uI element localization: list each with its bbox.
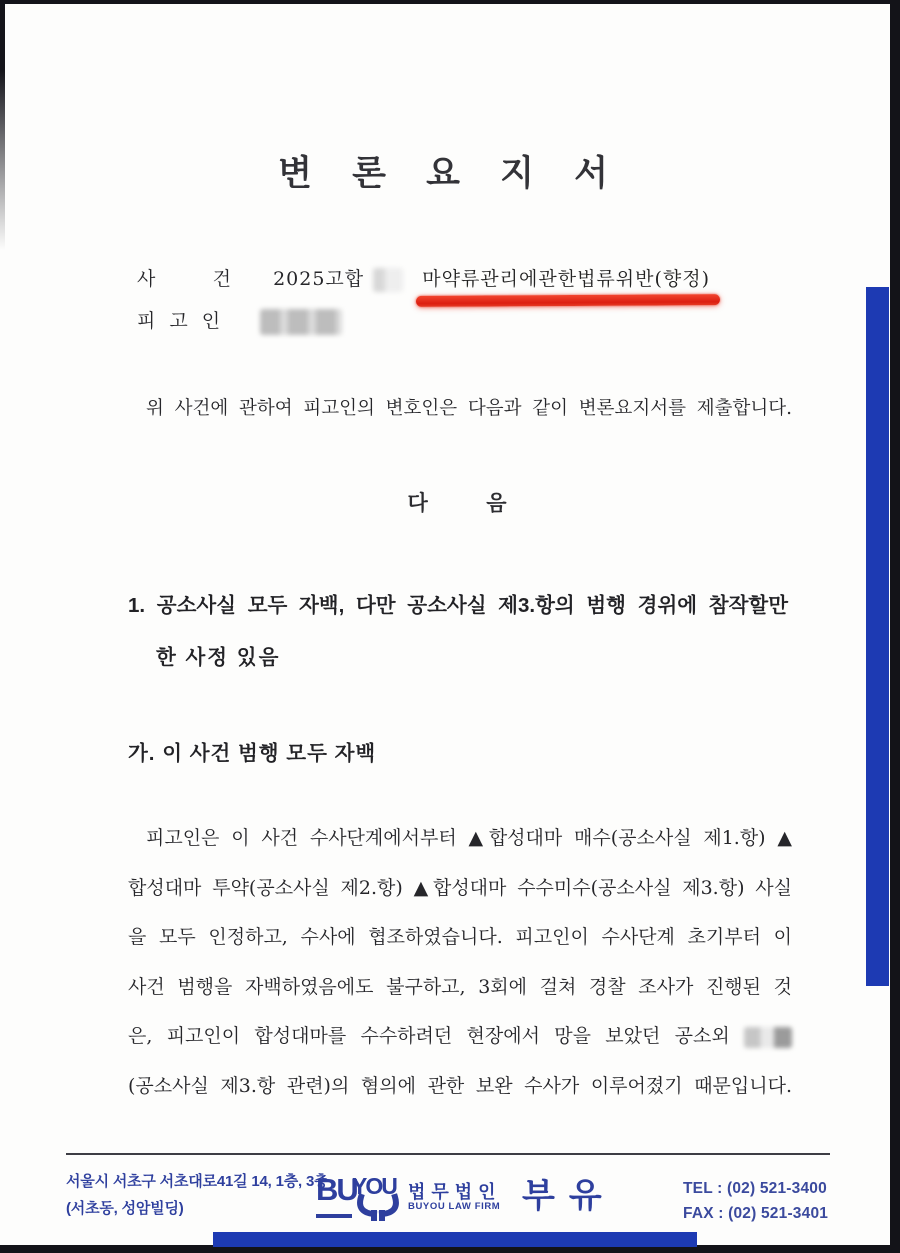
section-1-heading-line-2: 한 사정 있음 [156,646,281,669]
case-name-text: 마약류관리에관한법류위반(향정) [422,268,711,290]
svg-text:BU: BU [316,1172,357,1207]
case-number: 2025고합 [273,268,365,290]
red-underline-highlight [416,294,720,307]
following-heading: 다 음 [407,490,507,515]
address-line-1: 서울시 서초구 서초대로41길 14, 1층, 3층 [66,1173,329,1190]
body-paragraph [128,814,792,1111]
paragraph-line: 합성대마 투약(공소사실 제2.항) ▲합성대마 수수미수(공소사실 제3.항) 사실 [128,876,792,899]
case-number-redaction [373,268,403,292]
case-row [137,264,710,292]
document-title: 변 론 요 지 서 [278,153,622,194]
right-blue-accent-bar [866,287,889,986]
paragraph-line [128,1012,792,1062]
defendant-name-redaction [260,309,342,335]
scan-edge-top [0,0,900,4]
paragraph-line: (공소사실 제3.항 관련)의 혐의에 관한 보완 수사가 이루어졌기 때문입니다. [128,1074,792,1097]
defendant-label: 피 고 인 [137,310,225,332]
buyou-logo-icon [316,1168,400,1226]
scan-edge-right [890,0,900,1253]
tel-line: TEL : (02) 521-3400 [683,1180,827,1197]
buyou-logo [316,1168,400,1230]
section-1-heading-line-1: 1. 공소사실 모두 자백, 다만 공소사실 제3.항의 범행 경위에 참작할만 [128,594,788,617]
case-label: 사 건 [137,268,233,290]
svg-text:YOU: YOU [352,1173,396,1199]
firm-name-korean-small: 법무법인 [408,1182,502,1202]
footer-divider [66,1153,830,1155]
defendant-row [137,306,342,335]
scan-edge-left [0,0,5,250]
bottom-blue-accent-bar [213,1232,697,1247]
firm-name-english: BUYOU LAW FIRM [408,1201,501,1212]
contact-info [683,1176,828,1226]
paragraph-line: 을 모두 인정하고, 수사에 협조하였습니다. 피고인이 수사단계 초기부터 이 [128,926,792,948]
firm-name-korean-large: 부유 [522,1177,616,1215]
paragraph-line: 피고인은 이 사건 수사단계에서부터 ▲합성대마 매수(공소사실 제1.항) ▲ [146,827,792,849]
case-name [422,268,710,290]
firm-address [66,1168,328,1222]
intro-paragraph: 위 사건에 관하여 피고인의 변호인은 다음과 같이 변론요지서를 제출합니다. [146,398,792,419]
third-party-name-redaction [744,1027,792,1048]
fax-line: FAX : (02) 521-3401 [683,1205,829,1222]
section-ga-heading: 가. 이 사건 범행 모두 자백 [128,742,377,765]
paragraph-line-text: 은, 피고인이 합성대마를 수수하려던 현장에서 망을 보았던 공소외 [128,1025,730,1047]
address-line-2: (서초동, 성암빌딩) [66,1200,184,1217]
paragraph-line: 사건 범행을 자백하였음에도 불구하고, 3회에 걸쳐 경찰 조사가 진행된 것 [128,975,792,998]
